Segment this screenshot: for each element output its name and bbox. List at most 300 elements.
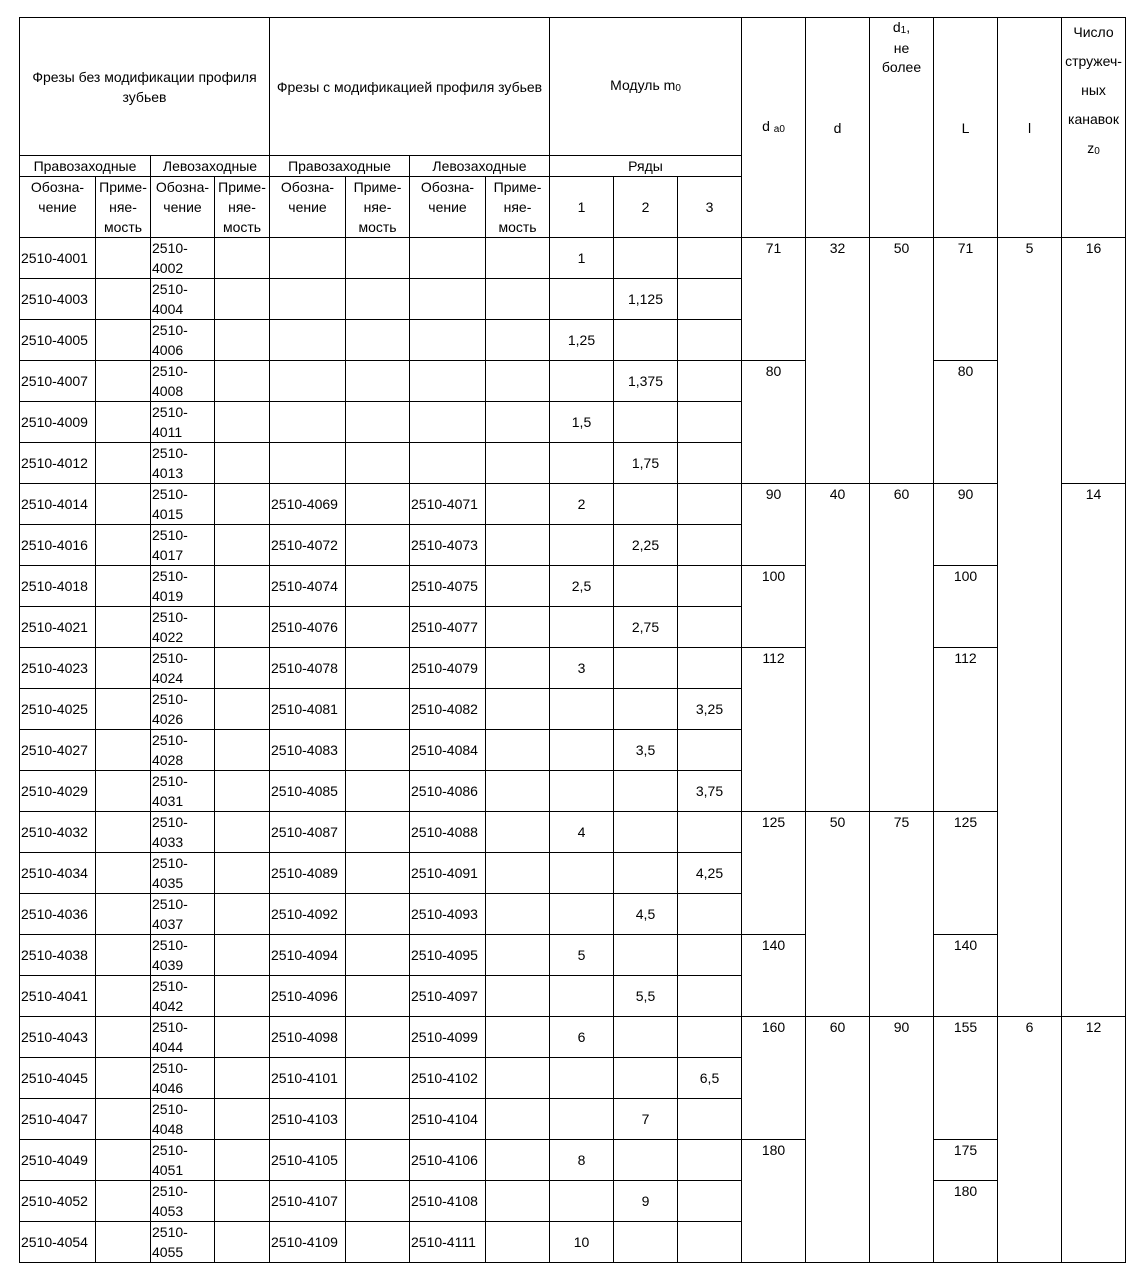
- header-unmod-left: Левозаходные: [151, 156, 270, 177]
- mod-left-applicability: [486, 771, 550, 812]
- unmod-left-applicability: [215, 279, 270, 320]
- unmod-right-designation: 2510-4047: [20, 1099, 96, 1140]
- module-row-1: [550, 1058, 614, 1099]
- unmod-left-designation: 2510-4046: [151, 1058, 215, 1099]
- cell-d: 60: [806, 1017, 870, 1263]
- unmod-left-designation: 2510-4011: [151, 402, 215, 443]
- unmod-right-designation: 2510-4032: [20, 812, 96, 853]
- module-row-3: [678, 607, 742, 648]
- mod-right-applicability: [346, 525, 410, 566]
- unmod-right-applicability: [96, 894, 151, 935]
- unmod-left-applicability: [215, 1058, 270, 1099]
- unmod-right-applicability: [96, 730, 151, 771]
- module-row-3: [678, 1222, 742, 1263]
- unmod-right-designation: 2510-4009: [20, 402, 96, 443]
- unmod-right-applicability: [96, 935, 151, 976]
- unmod-left-applicability: [215, 361, 270, 402]
- module-row-2: [614, 1140, 678, 1181]
- mod-left-applicability: [486, 525, 550, 566]
- mod-left-designation: [410, 361, 486, 402]
- mod-right-applicability: [346, 935, 410, 976]
- module-row-3: [678, 443, 742, 484]
- unmod-left-applicability: [215, 935, 270, 976]
- mod-left-designation: 2510-4104: [410, 1099, 486, 1140]
- module-row-3: [678, 1017, 742, 1058]
- mod-left-applicability: [486, 1222, 550, 1263]
- mod-left-designation: 2510-4082: [410, 689, 486, 730]
- cell-l: 155: [934, 1017, 998, 1140]
- mod-left-applicability: [486, 1099, 550, 1140]
- module-row-2: 3,5: [614, 730, 678, 771]
- unmod-left-applicability: [215, 1017, 270, 1058]
- mod-right-applicability: [346, 812, 410, 853]
- mod-left-applicability: [486, 1058, 550, 1099]
- unmod-right-applicability: [96, 1222, 151, 1263]
- mod-right-designation: 2510-4107: [270, 1181, 346, 1222]
- unmod-left-applicability: [215, 1140, 270, 1181]
- mod-left-designation: 2510-4111: [410, 1222, 486, 1263]
- unmod-left-designation: 2510-4008: [151, 361, 215, 402]
- mod-right-designation: 2510-4087: [270, 812, 346, 853]
- mod-left-applicability: [486, 689, 550, 730]
- cell-l: 112: [934, 648, 998, 812]
- module-row-1: [550, 894, 614, 935]
- module-row-1: 2: [550, 484, 614, 525]
- cell-d: 40: [806, 484, 870, 812]
- mod-right-designation: 2510-4094: [270, 935, 346, 976]
- mod-left-applicability: [486, 648, 550, 689]
- mod-right-applicability: [346, 607, 410, 648]
- module-row-3: 3,75: [678, 771, 742, 812]
- cell-da0: 100: [742, 566, 806, 648]
- mod-right-designation: [270, 443, 346, 484]
- unmod-right-designation: 2510-4001: [20, 238, 96, 279]
- module-row-1: [550, 689, 614, 730]
- unmod-right-designation: 2510-4034: [20, 853, 96, 894]
- module-row-2: [614, 238, 678, 279]
- mod-left-applicability: [486, 402, 550, 443]
- module-row-1: 10: [550, 1222, 614, 1263]
- cell-z0: 12: [1062, 1017, 1126, 1263]
- mod-right-applicability: [346, 1181, 410, 1222]
- mod-right-designation: 2510-4098: [270, 1017, 346, 1058]
- mod-left-designation: 2510-4093: [410, 894, 486, 935]
- unmod-right-designation: 2510-4018: [20, 566, 96, 607]
- module-row-3: [678, 525, 742, 566]
- unmod-right-applicability: [96, 689, 151, 730]
- module-row-2: [614, 484, 678, 525]
- mod-right-applicability: [346, 1058, 410, 1099]
- cell-d: 32: [806, 238, 870, 484]
- mod-right-designation: 2510-4103: [270, 1099, 346, 1140]
- module-row-1: [550, 730, 614, 771]
- unmod-left-applicability: [215, 730, 270, 771]
- module-row-2: 7: [614, 1099, 678, 1140]
- unmod-right-applicability: [96, 812, 151, 853]
- mod-left-designation: [410, 443, 486, 484]
- mod-left-designation: 2510-4079: [410, 648, 486, 689]
- unmod-right-designation: 2510-4016: [20, 525, 96, 566]
- mod-left-applicability: [486, 894, 550, 935]
- mod-right-designation: [270, 320, 346, 361]
- unmod-left-applicability: [215, 689, 270, 730]
- unmod-left-applicability: [215, 1222, 270, 1263]
- unmod-right-applicability: [96, 402, 151, 443]
- unmod-left-applicability: [215, 771, 270, 812]
- module-row-2: [614, 935, 678, 976]
- unmod-left-applicability: [215, 1099, 270, 1140]
- cell-da0: 71: [742, 238, 806, 361]
- header-row-2: 2: [614, 177, 678, 238]
- unmod-right-designation: 2510-4036: [20, 894, 96, 935]
- cell-da0: 140: [742, 935, 806, 1017]
- mod-right-designation: 2510-4072: [270, 525, 346, 566]
- module-row-3: [678, 730, 742, 771]
- module-row-2: 9: [614, 1181, 678, 1222]
- unmod-left-designation: 2510-4028: [151, 730, 215, 771]
- mod-right-applicability: [346, 894, 410, 935]
- module-row-3: [678, 320, 742, 361]
- unmod-right-designation: 2510-4021: [20, 607, 96, 648]
- mod-left-designation: [410, 320, 486, 361]
- module-row-2: [614, 853, 678, 894]
- header-applicability: Приме- няе- мость: [346, 177, 410, 238]
- unmod-left-designation: 2510-4039: [151, 935, 215, 976]
- module-row-3: [678, 402, 742, 443]
- cell-l: 6: [998, 1017, 1062, 1263]
- module-row-2: 1,125: [614, 279, 678, 320]
- unmod-right-designation: 2510-4041: [20, 976, 96, 1017]
- module-row-2: 5,5: [614, 976, 678, 1017]
- module-row-1: [550, 525, 614, 566]
- module-row-2: [614, 689, 678, 730]
- module-row-2: [614, 1222, 678, 1263]
- unmod-right-applicability: [96, 566, 151, 607]
- header-unmod-right: Правозаходные: [20, 156, 151, 177]
- cell-l: 175: [934, 1140, 998, 1181]
- header-designation: Обозна- чение: [410, 177, 486, 238]
- module-row-1: 4: [550, 812, 614, 853]
- unmod-right-designation: 2510-4007: [20, 361, 96, 402]
- unmod-left-applicability: [215, 238, 270, 279]
- module-row-3: [678, 1099, 742, 1140]
- module-row-1: [550, 607, 614, 648]
- mod-right-applicability: [346, 443, 410, 484]
- mod-left-designation: 2510-4106: [410, 1140, 486, 1181]
- module-row-2: 4,5: [614, 894, 678, 935]
- mod-right-applicability: [346, 730, 410, 771]
- mod-left-applicability: [486, 361, 550, 402]
- mod-right-applicability: [346, 771, 410, 812]
- mod-right-designation: 2510-4076: [270, 607, 346, 648]
- module-row-2: 1,375: [614, 361, 678, 402]
- mod-right-designation: 2510-4081: [270, 689, 346, 730]
- mod-left-applicability: [486, 935, 550, 976]
- cell-l: 5: [998, 238, 1062, 1017]
- cell-d1: 75: [870, 812, 934, 1017]
- mod-left-designation: [410, 238, 486, 279]
- unmod-right-applicability: [96, 853, 151, 894]
- module-row-3: [678, 238, 742, 279]
- unmod-right-designation: 2510-4025: [20, 689, 96, 730]
- module-row-3: 3,25: [678, 689, 742, 730]
- unmod-left-designation: 2510-4037: [151, 894, 215, 935]
- module-row-1: 6: [550, 1017, 614, 1058]
- module-row-1: [550, 279, 614, 320]
- module-row-2: [614, 771, 678, 812]
- mod-right-designation: 2510-4092: [270, 894, 346, 935]
- unmod-right-applicability: [96, 443, 151, 484]
- header-module: Модуль $m_0$: [550, 18, 742, 156]
- cell-da0: 90: [742, 484, 806, 566]
- header-row-3: 3: [678, 177, 742, 238]
- unmod-left-designation: 2510-4055: [151, 1222, 215, 1263]
- mod-right-applicability: [346, 238, 410, 279]
- unmod-right-applicability: [96, 1099, 151, 1140]
- mod-left-applicability: [486, 1140, 550, 1181]
- module-row-3: [678, 648, 742, 689]
- unmod-right-applicability: [96, 1140, 151, 1181]
- mod-left-designation: 2510-4073: [410, 525, 486, 566]
- module-row-1: 3: [550, 648, 614, 689]
- module-row-3: [678, 976, 742, 1017]
- unmod-right-applicability: [96, 1058, 151, 1099]
- table-row: [20, 935, 1126, 976]
- header-designation: Обозна- чение: [270, 177, 346, 238]
- mod-left-designation: 2510-4075: [410, 566, 486, 607]
- mod-left-applicability: [486, 730, 550, 771]
- cell-l: 140: [934, 935, 998, 1017]
- mod-left-applicability: [486, 1181, 550, 1222]
- mod-left-applicability: [486, 279, 550, 320]
- header-L: L: [934, 18, 998, 238]
- table-row: [20, 484, 1126, 525]
- cell-d: 50: [806, 812, 870, 1017]
- header-rows: Ряды: [550, 156, 742, 177]
- mod-right-designation: 2510-4078: [270, 648, 346, 689]
- unmod-left-designation: 2510-4013: [151, 443, 215, 484]
- module-row-3: [678, 1140, 742, 1181]
- mod-right-applicability: [346, 279, 410, 320]
- mod-right-applicability: [346, 320, 410, 361]
- unmod-left-designation: 2510-4035: [151, 853, 215, 894]
- cell-l: 80: [934, 361, 998, 484]
- mod-right-designation: 2510-4101: [270, 1058, 346, 1099]
- unmod-left-applicability: [215, 812, 270, 853]
- unmod-right-designation: 2510-4003: [20, 279, 96, 320]
- header-da0: d $_{a0}$: [742, 18, 806, 238]
- unmod-right-designation: 2510-4038: [20, 935, 96, 976]
- module-row-2: [614, 566, 678, 607]
- mod-left-applicability: [486, 1017, 550, 1058]
- module-row-2: 1,75: [614, 443, 678, 484]
- mod-right-applicability: [346, 1140, 410, 1181]
- cell-da0: 180: [742, 1140, 806, 1263]
- mod-left-applicability: [486, 853, 550, 894]
- table-row: [20, 1140, 1126, 1181]
- unmod-right-designation: 2510-4043: [20, 1017, 96, 1058]
- unmod-right-designation: 2510-4029: [20, 771, 96, 812]
- mod-right-designation: 2510-4089: [270, 853, 346, 894]
- module-row-3: 4,25: [678, 853, 742, 894]
- header-modified: Фрезы с модификацией профиля зубьев: [270, 18, 550, 156]
- unmod-right-applicability: [96, 607, 151, 648]
- mod-left-designation: [410, 279, 486, 320]
- unmod-right-applicability: [96, 238, 151, 279]
- mod-right-designation: 2510-4105: [270, 1140, 346, 1181]
- table-row: [20, 361, 1126, 402]
- mod-right-applicability: [346, 648, 410, 689]
- mod-right-applicability: [346, 484, 410, 525]
- table-body: [20, 238, 1126, 1263]
- mod-left-designation: 2510-4102: [410, 1058, 486, 1099]
- mod-left-designation: [410, 402, 486, 443]
- header-l: l: [998, 18, 1062, 238]
- header-grooves: Число стружеч- ных канавок $z_0$: [1062, 18, 1126, 238]
- unmod-left-designation: 2510-4042: [151, 976, 215, 1017]
- mod-right-designation: 2510-4096: [270, 976, 346, 1017]
- module-row-1: 1,5: [550, 402, 614, 443]
- unmod-right-designation: 2510-4049: [20, 1140, 96, 1181]
- cell-l: 180: [934, 1181, 998, 1263]
- mod-left-applicability: [486, 976, 550, 1017]
- cell-l: 125: [934, 812, 998, 935]
- header-applicability: Приме- няе- мость: [486, 177, 550, 238]
- module-row-3: [678, 894, 742, 935]
- unmod-left-designation: 2510-4017: [151, 525, 215, 566]
- module-row-1: [550, 443, 614, 484]
- cell-l: 90: [934, 484, 998, 566]
- unmod-right-designation: 2510-4012: [20, 443, 96, 484]
- module-row-2: [614, 812, 678, 853]
- cell-d1: 50: [870, 238, 934, 484]
- module-row-2: 2,25: [614, 525, 678, 566]
- unmod-left-applicability: [215, 607, 270, 648]
- mod-right-applicability: [346, 976, 410, 1017]
- header-applicability: Приме- няе- мость: [96, 177, 151, 238]
- unmod-left-designation: 2510-4004: [151, 279, 215, 320]
- mod-right-designation: 2510-4069: [270, 484, 346, 525]
- mod-left-designation: 2510-4097: [410, 976, 486, 1017]
- unmod-right-applicability: [96, 976, 151, 1017]
- cell-z0: 14: [1062, 484, 1126, 1017]
- module-row-3: [678, 812, 742, 853]
- unmod-right-applicability: [96, 279, 151, 320]
- module-row-3: [678, 566, 742, 607]
- unmod-left-designation: 2510-4026: [151, 689, 215, 730]
- module-row-1: [550, 771, 614, 812]
- cell-z0: 16: [1062, 238, 1126, 484]
- unmod-right-designation: 2510-4027: [20, 730, 96, 771]
- header-unmodified: Фрезы без модификации профиля зубьев: [20, 18, 270, 156]
- unmod-right-applicability: [96, 361, 151, 402]
- mod-right-applicability: [346, 361, 410, 402]
- mod-left-designation: 2510-4071: [410, 484, 486, 525]
- module-row-2: [614, 648, 678, 689]
- cell-da0: 112: [742, 648, 806, 812]
- mod-right-designation: [270, 238, 346, 279]
- mod-left-applicability: [486, 320, 550, 361]
- unmod-left-designation: 2510-4051: [151, 1140, 215, 1181]
- mod-left-designation: 2510-4088: [410, 812, 486, 853]
- table-row: [20, 238, 1126, 279]
- unmod-left-designation: 2510-4022: [151, 607, 215, 648]
- unmod-left-applicability: [215, 320, 270, 361]
- unmod-right-applicability: [96, 1181, 151, 1222]
- unmod-right-designation: 2510-4045: [20, 1058, 96, 1099]
- unmod-left-applicability: [215, 566, 270, 607]
- module-row-1: [550, 361, 614, 402]
- mod-right-designation: [270, 402, 346, 443]
- table-row: [20, 812, 1126, 853]
- table-row: [20, 566, 1126, 607]
- module-row-2: 2,75: [614, 607, 678, 648]
- header-mod-right: Правозаходные: [270, 156, 410, 177]
- module-row-2: [614, 320, 678, 361]
- unmod-left-applicability: [215, 894, 270, 935]
- cell-d1: 60: [870, 484, 934, 812]
- cell-da0: 160: [742, 1017, 806, 1140]
- unmod-left-applicability: [215, 484, 270, 525]
- unmod-left-designation: 2510-4006: [151, 320, 215, 361]
- cell-da0: 80: [742, 361, 806, 484]
- module-row-3: [678, 1181, 742, 1222]
- module-row-3: [678, 484, 742, 525]
- cell-l: 100: [934, 566, 998, 648]
- header-row-1: 1: [550, 177, 614, 238]
- unmod-left-designation: 2510-4033: [151, 812, 215, 853]
- module-row-3: [678, 279, 742, 320]
- header-d: d: [806, 18, 870, 238]
- unmod-left-designation: 2510-4015: [151, 484, 215, 525]
- unmod-left-applicability: [215, 525, 270, 566]
- table-row: [20, 648, 1126, 689]
- unmod-left-designation: 2510-4002: [151, 238, 215, 279]
- unmod-left-designation: 2510-4044: [151, 1017, 215, 1058]
- module-row-2: [614, 1017, 678, 1058]
- header-designation: Обозна- чение: [151, 177, 215, 238]
- mod-left-applicability: [486, 812, 550, 853]
- mod-left-designation: 2510-4084: [410, 730, 486, 771]
- mod-left-designation: 2510-4091: [410, 853, 486, 894]
- unmod-left-designation: 2510-4053: [151, 1181, 215, 1222]
- mod-right-designation: [270, 361, 346, 402]
- module-row-1: [550, 1099, 614, 1140]
- module-row-1: [550, 976, 614, 1017]
- mod-left-designation: 2510-4108: [410, 1181, 486, 1222]
- module-row-1: 2,5: [550, 566, 614, 607]
- mod-left-designation: 2510-4099: [410, 1017, 486, 1058]
- header-mod-left: Левозаходные: [410, 156, 550, 177]
- mod-right-applicability: [346, 1017, 410, 1058]
- cell-d1: 90: [870, 1017, 934, 1263]
- table-row: [20, 1181, 1126, 1222]
- mod-right-designation: 2510-4085: [270, 771, 346, 812]
- module-row-3: 6,5: [678, 1058, 742, 1099]
- cell-da0: 125: [742, 812, 806, 935]
- module-row-1: [550, 1181, 614, 1222]
- header-d1: $d_1$, не более: [870, 18, 934, 238]
- mod-right-applicability: [346, 566, 410, 607]
- unmod-right-applicability: [96, 484, 151, 525]
- unmod-right-designation: 2510-4023: [20, 648, 96, 689]
- mod-left-designation: 2510-4086: [410, 771, 486, 812]
- mod-right-applicability: [346, 402, 410, 443]
- mod-left-designation: 2510-4095: [410, 935, 486, 976]
- mod-left-applicability: [486, 484, 550, 525]
- mod-right-applicability: [346, 689, 410, 730]
- unmod-left-designation: 2510-4019: [151, 566, 215, 607]
